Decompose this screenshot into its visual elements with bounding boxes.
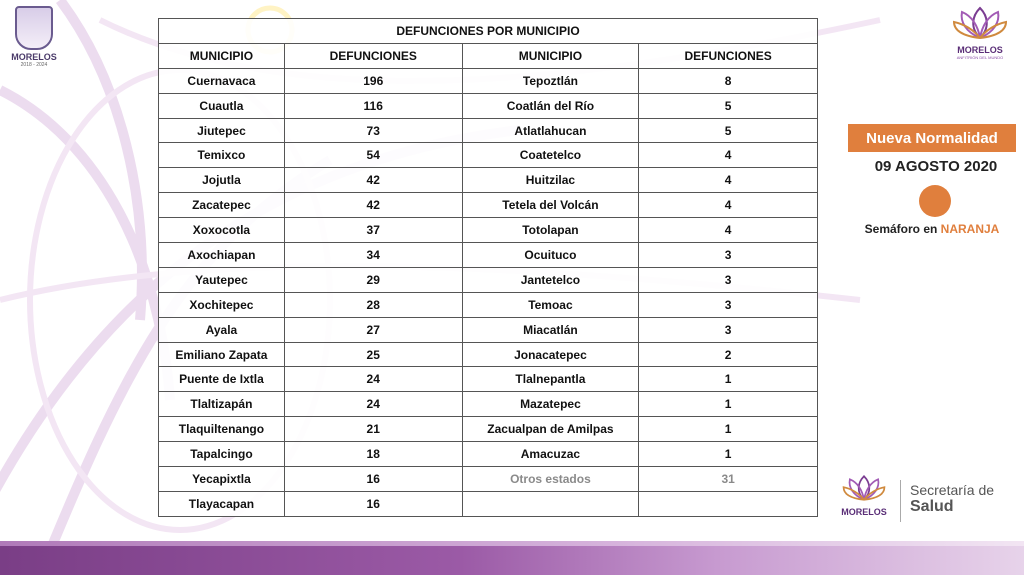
right-logo-name: MORELOS (957, 45, 1003, 55)
municipio-cell: Zacualpan de Amilpas (462, 417, 639, 442)
municipio-cell: Puente de Ixtla (159, 367, 285, 392)
semaforo-status (848, 222, 1016, 236)
defunciones-cell: 34 (284, 243, 462, 268)
header-row (159, 43, 818, 68)
defunciones-cell: 8 (639, 68, 818, 93)
right-logo-subtitle: ANFITRIÓN DEL MUNDO (956, 55, 1004, 60)
municipio-cell: Mazatepec (462, 392, 639, 417)
municipio-cell: Temoac (462, 292, 639, 317)
defunciones-cell: 18 (284, 442, 462, 467)
defunciones-cell: 21 (284, 417, 462, 442)
table-row (159, 342, 818, 367)
defunciones-cell: 4 (639, 168, 818, 193)
morelos-crest-logo (6, 6, 62, 68)
municipio-cell: Atlatlahucan (462, 118, 639, 143)
municipio-cell: Yecapixtla (159, 467, 285, 492)
defunciones-cell: 28 (284, 292, 462, 317)
defunciones-cell: 1 (639, 442, 818, 467)
left-logo-years: 2018 - 2024 (20, 62, 48, 68)
defunciones-cell: 29 (284, 267, 462, 292)
report-date: 09 AGOSTO 2020 (874, 158, 998, 175)
defunciones-cell: 4 (639, 218, 818, 243)
secretaria-line2: Salud (910, 498, 954, 515)
defunciones-cell: 42 (284, 168, 462, 193)
table-row (159, 93, 818, 118)
municipio-cell: Tetela del Volcán (462, 193, 639, 218)
municipio-cell: Coatetelco (462, 143, 639, 168)
municipio-cell: Coatlán del Río (462, 93, 639, 118)
table-row (159, 392, 818, 417)
left-logo-name: MORELOS (11, 52, 57, 62)
municipio-cell: Tapalcingo (159, 442, 285, 467)
defunciones-cell: 25 (284, 342, 462, 367)
defunciones-cell: 1 (639, 367, 818, 392)
municipio-cell: Tlaltizapán (159, 392, 285, 417)
municipio-cell: Temixco (159, 143, 285, 168)
municipio-cell: Ocuituco (462, 243, 639, 268)
footer-purple-bar (0, 546, 1024, 575)
semaforo-prefix: Semáforo en (864, 222, 941, 236)
municipio-cell: Emiliano Zapata (159, 342, 285, 367)
table-row (159, 442, 818, 467)
secretaria-line1: Secretaría de (910, 482, 995, 498)
municipio-cell: Huitzilac (462, 168, 639, 193)
footer-lotus-icon (842, 474, 886, 502)
municipio-cell: Tlalnepantla (462, 367, 639, 392)
defunciones-cell: 24 (284, 367, 462, 392)
defunciones-cell: 31 (639, 467, 818, 492)
table-row (159, 417, 818, 442)
defunciones-cell: 5 (639, 118, 818, 143)
municipio-cell: Otros estados (462, 467, 639, 492)
semaforo-orange-dot (919, 185, 951, 217)
defunciones-cell: 116 (284, 93, 462, 118)
table-row (159, 218, 818, 243)
municipio-cell: Jantetelco (462, 267, 639, 292)
footer-logo-name: MORELOS (841, 507, 887, 517)
crest-icon (15, 6, 53, 50)
defunciones-cell: 27 (284, 317, 462, 342)
column-header: MUNICIPIO (462, 43, 639, 68)
table-row (159, 317, 818, 342)
defunciones-cell: 16 (284, 467, 462, 492)
semaforo-color-word: NARANJA (940, 222, 1000, 236)
defunciones-cell: 3 (639, 317, 818, 342)
defunciones-cell: 54 (284, 143, 462, 168)
municipio-cell: Tepoztlán (462, 68, 639, 93)
defunciones-cell: 1 (639, 417, 818, 442)
defunciones-cell: 16 (284, 491, 462, 516)
defunciones-cell: 3 (639, 292, 818, 317)
table-row (159, 143, 818, 168)
defunciones-cell: 3 (639, 243, 818, 268)
defunciones-cell: 196 (284, 68, 462, 93)
column-header: MUNICIPIO (159, 43, 285, 68)
defunciones-cell: 73 (284, 118, 462, 143)
table-row (159, 168, 818, 193)
defunciones-cell: 2 (639, 342, 818, 367)
municipio-cell: Cuautla (159, 93, 285, 118)
municipio-cell: Cuernavaca (159, 68, 285, 93)
municipio-cell: Jojutla (159, 168, 285, 193)
municipio-cell: Xoxocotla (159, 218, 285, 243)
municipio-cell: Xochitepec (159, 292, 285, 317)
table-row (159, 68, 818, 93)
defunciones-cell: 24 (284, 392, 462, 417)
footer-morelos-logo (838, 474, 890, 517)
municipio-cell: Amacuzac (462, 442, 639, 467)
table-row (159, 193, 818, 218)
table-row (159, 243, 818, 268)
table-row (159, 367, 818, 392)
municipio-cell: Axochiapan (159, 243, 285, 268)
nueva-normalidad-badge: Nueva Normalidad (848, 124, 1016, 152)
municipio-cell: Tlayacapan (159, 491, 285, 516)
defunciones-cell (639, 491, 818, 516)
municipio-cell: Zacatepec (159, 193, 285, 218)
table-row (159, 491, 818, 516)
morelos-anfitrion-logo (944, 6, 1016, 60)
municipio-cell: Jiutepec (159, 118, 285, 143)
column-header: DEFUNCIONES (284, 43, 462, 68)
lotus-icon (952, 6, 1008, 40)
municipio-cell: Jonacatepec (462, 342, 639, 367)
defunciones-cell: 4 (639, 193, 818, 218)
municipio-cell: Yautepec (159, 267, 285, 292)
table-row (159, 292, 818, 317)
municipio-cell: Ayala (159, 317, 285, 342)
defunciones-cell: 3 (639, 267, 818, 292)
footer-separator (900, 480, 901, 522)
defunciones-cell: 1 (639, 392, 818, 417)
column-header: DEFUNCIONES (639, 43, 818, 68)
defunciones-cell: 37 (284, 218, 462, 243)
deaths-by-municipality-table (158, 18, 818, 517)
table-row (159, 467, 818, 492)
municipio-cell: Tlaquiltenango (159, 417, 285, 442)
secretaria-salud-logo (838, 474, 1018, 526)
defunciones-cell: 42 (284, 193, 462, 218)
municipio-cell: Miacatlán (462, 317, 639, 342)
municipio-cell: Totolapan (462, 218, 639, 243)
defunciones-cell: 4 (639, 143, 818, 168)
table-row (159, 267, 818, 292)
table-title: DEFUNCIONES POR MUNICIPIO (159, 19, 818, 44)
defunciones-cell: 5 (639, 93, 818, 118)
municipio-cell (462, 491, 639, 516)
table-row (159, 118, 818, 143)
